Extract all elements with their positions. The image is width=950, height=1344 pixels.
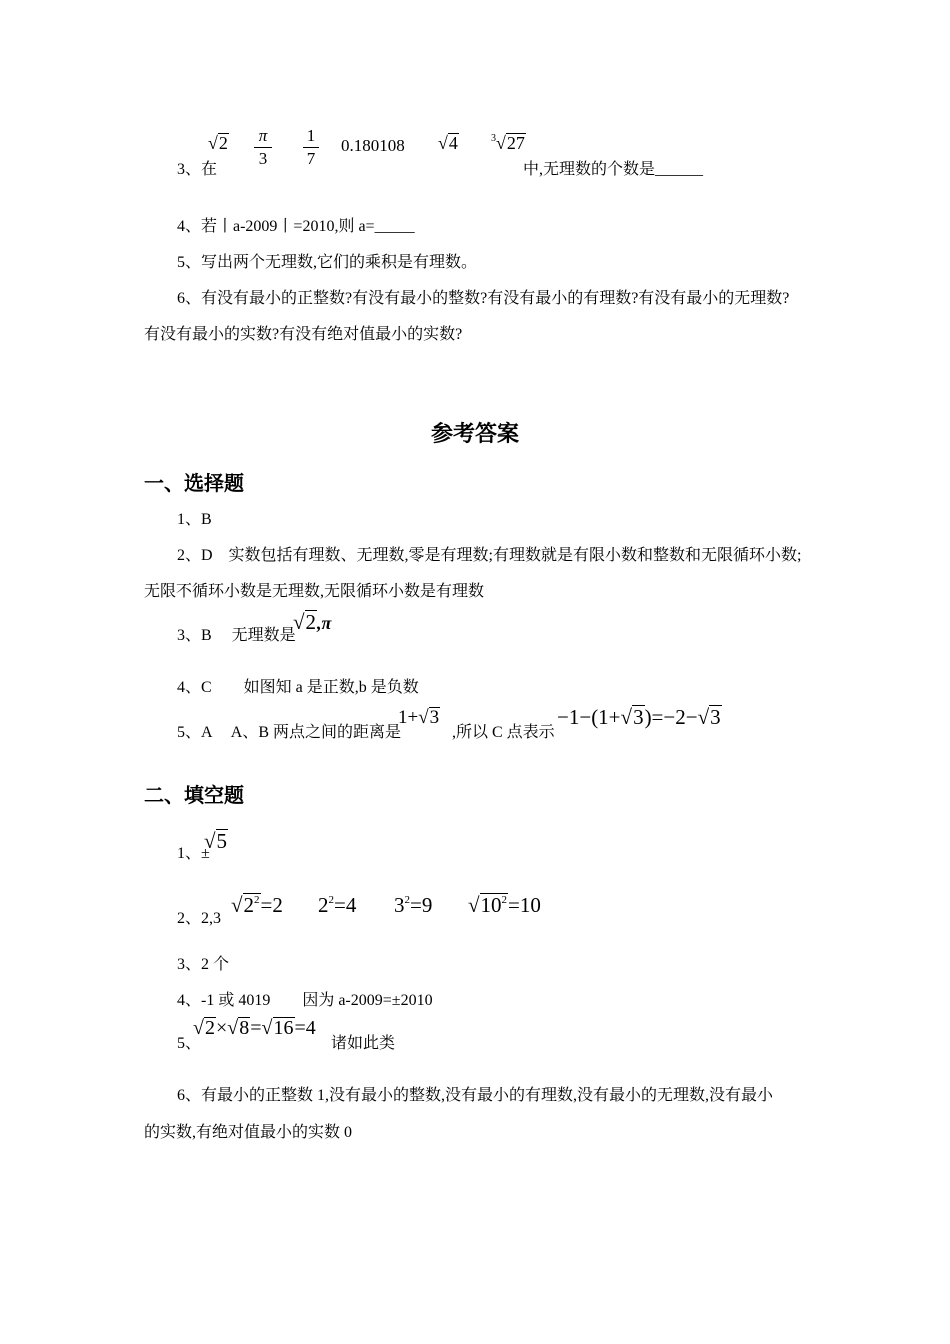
answer-1-5-prefix: 5、A A、B 两点之间的距离是	[177, 724, 402, 741]
answer-1-3-math: √2,π	[293, 610, 332, 634]
q3-sqrt2: √2	[208, 133, 228, 153]
q3-fraction-1-over-7: 1 7	[303, 126, 319, 169]
q3-cuberoot27: $^3$√27	[491, 133, 525, 153]
question-6-line1: 6、有没有最小的正整数?有没有最小的整数?有没有最小的有理数?有没有最小的无理数?	[177, 290, 790, 307]
answer-2-2-eq1: $√2^2=2$	[231, 893, 283, 917]
answers-title: 参考答案	[430, 421, 519, 446]
answer-2-2-eq4: $√10^2=10$	[468, 893, 541, 917]
answer-2-2-prefix: 2、2,3	[177, 910, 222, 927]
answer-2-1-root: √5	[204, 829, 228, 853]
answer-1-4: 4、C 如图知 a 是正数,b 是负数	[177, 679, 419, 696]
question-4: 4、若丨a-2009丨=2010,则 a=_____	[177, 218, 415, 235]
answer-1-3-text: 3、B 无理数是	[177, 627, 296, 644]
question-6-line2: 有没有最小的实数?有没有绝对值最小的实数?	[144, 326, 463, 343]
question-5: 5、写出两个无理数,它们的乘积是有理数。	[177, 254, 478, 271]
answer-2-2-eq2: $2^2=4$	[318, 893, 357, 917]
answer-2-5-prefix: 5、	[177, 1035, 202, 1052]
answer-2-1-prefix: 1、±	[177, 845, 210, 862]
answer-2-4: 4、-1 或 4019 因为 a-2009=±2010	[177, 992, 433, 1009]
answer-1-2-line2: 无限不循环小数是无理数,无限循环小数是有理数	[144, 583, 485, 600]
answer-2-5-suffix: 诸如此类	[331, 1035, 396, 1052]
section-2-heading: 二、填空题	[144, 785, 244, 807]
q3-decimal: 0.180108	[341, 136, 405, 155]
answer-2-2-eq3: $3^2=9$	[394, 893, 433, 917]
answer-2-6-line1: 6、有最小的正整数 1,没有最小的整数,没有最小的有理数,没有最小的无理数,没有最小	[177, 1087, 774, 1104]
section-1-heading: 一、选择题	[144, 473, 244, 495]
answer-2-3: 3、2 个	[177, 956, 230, 973]
answer-1-5-mid: ,所以 C 点表示	[452, 724, 555, 741]
answer-1-5-expression: −1−(1+√3)=−2−√3	[557, 705, 721, 729]
answer-1-1: 1、B	[177, 511, 212, 528]
answer-1-2-line1: 2、D 实数包括有理数、无理数,零是有理数;有理数就是有限小数和整数和无限循环小数;	[177, 547, 802, 564]
answer-1-5-distance: 1+√3	[398, 707, 440, 728]
question-3-prefix: 3、在	[177, 161, 218, 178]
answer-2-6-line2: 的实数,有绝对值最小的实数 0	[144, 1124, 353, 1141]
q3-sqrt4: √4	[438, 133, 458, 153]
question-3-suffix: 中,无理数的个数是______	[523, 161, 704, 178]
q3-fraction-pi-over-3: π 3	[254, 126, 272, 169]
answer-2-5-math: √2×√8=√16=4	[193, 1017, 316, 1039]
